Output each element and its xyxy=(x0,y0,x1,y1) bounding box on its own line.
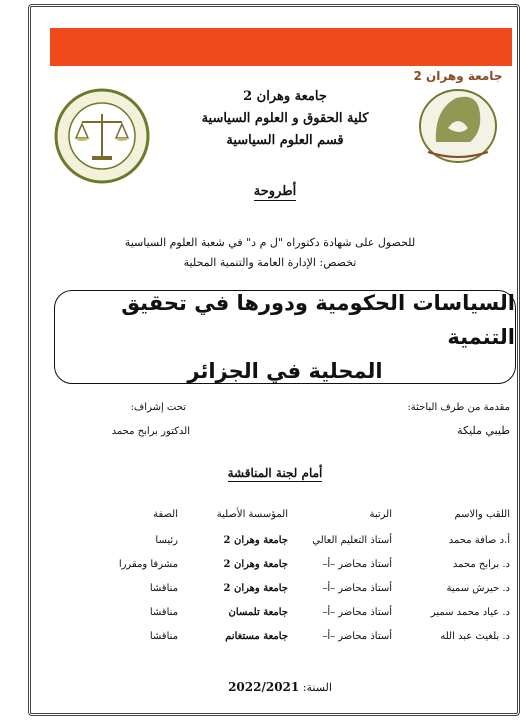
jury-institution: جامعة مستغانم xyxy=(225,630,288,642)
faculty-logo xyxy=(50,86,155,186)
col-role-header: الصفة xyxy=(153,508,178,520)
jury-role: رئيسا xyxy=(155,534,178,546)
jury-name: د. بلغيث عبد الله xyxy=(440,630,510,642)
jury-header-row xyxy=(88,500,510,528)
jury-role: مناقشا xyxy=(149,606,178,618)
jury-name: د. عياد محمد سمير xyxy=(430,606,510,618)
presenter-name: طيبي مليكة xyxy=(457,424,510,437)
document-type-label: أطروحة xyxy=(253,184,297,199)
supervisor-name: الدكتور برابح محمد xyxy=(111,426,190,437)
committee-title xyxy=(200,466,350,480)
jury-role: مناقشا xyxy=(149,582,178,594)
academic-year xyxy=(200,680,360,694)
department-name: قسم العلوم السياسية xyxy=(226,133,344,148)
thesis-title-line-2: المحلية في الجزائر xyxy=(187,359,383,383)
col-name-header: اللقب والاسم xyxy=(454,508,510,520)
table-row xyxy=(88,576,510,600)
institution-header xyxy=(160,86,410,152)
specialty-line: تخصص: الإدارة العامة والتنمية المحلية xyxy=(183,256,357,269)
table-row xyxy=(88,624,510,648)
col-institution-header: المؤسسة الأصلية xyxy=(216,508,288,520)
supervisor-label: تحت إشراف: xyxy=(130,402,186,413)
jury-rank: أستاذ محاضر –أ– xyxy=(322,630,392,642)
jury-name: أ.د صافة محمد xyxy=(448,534,510,546)
presenter-label: مقدمة من طرف الباحثة: xyxy=(407,402,510,413)
jury-rank: أستاذ التعليم العالي xyxy=(312,534,392,546)
table-row xyxy=(88,552,510,576)
committee-title-label: أمام لجنة المناقشة xyxy=(227,466,323,480)
university-logo xyxy=(414,66,502,166)
year-label: السنة: xyxy=(302,681,332,694)
jury-institution: جامعة وهران 2 xyxy=(223,558,288,570)
jury-institution: جامعة وهران 2 xyxy=(223,582,288,594)
jury-role: مشرفا ومقررا xyxy=(118,558,178,570)
thesis-title-box xyxy=(54,290,516,384)
document-type xyxy=(200,184,350,199)
table-row xyxy=(88,528,510,552)
table-row xyxy=(88,600,510,624)
year-value: 2022/2021 xyxy=(228,680,300,694)
jury-rank: أستاذ محاضر –أ– xyxy=(322,582,392,594)
jury-rank: أستاذ محاضر –أ– xyxy=(322,606,392,618)
jury-role: مناقشا xyxy=(149,630,178,642)
header-banner xyxy=(50,28,512,66)
jury-table xyxy=(88,500,510,648)
jury-rank: أستاذ محاضر –أ– xyxy=(322,558,392,570)
thesis-title-line-1: السياسات الحكومية ودورها في تحقيق التنمية xyxy=(121,291,515,349)
jury-institution: جامعة تلمسان xyxy=(228,606,288,618)
svg-text:جامعة وهران 2: جامعة وهران 2 xyxy=(414,69,502,83)
degree-line: للحصول على شهادة دكتوراه "ل م د" في شعبة العلوم السياسية xyxy=(124,236,416,249)
jury-name: د. حيرش سمية xyxy=(446,582,510,594)
col-rank-header: الرتبة xyxy=(369,508,392,520)
faculty-name: كلية الحقوق و العلوم السياسية xyxy=(201,111,369,126)
jury-name: د. برابح محمد xyxy=(452,558,510,570)
university-name: جامعة وهران 2 xyxy=(243,89,327,104)
jury-institution: جامعة وهران 2 xyxy=(223,534,288,546)
